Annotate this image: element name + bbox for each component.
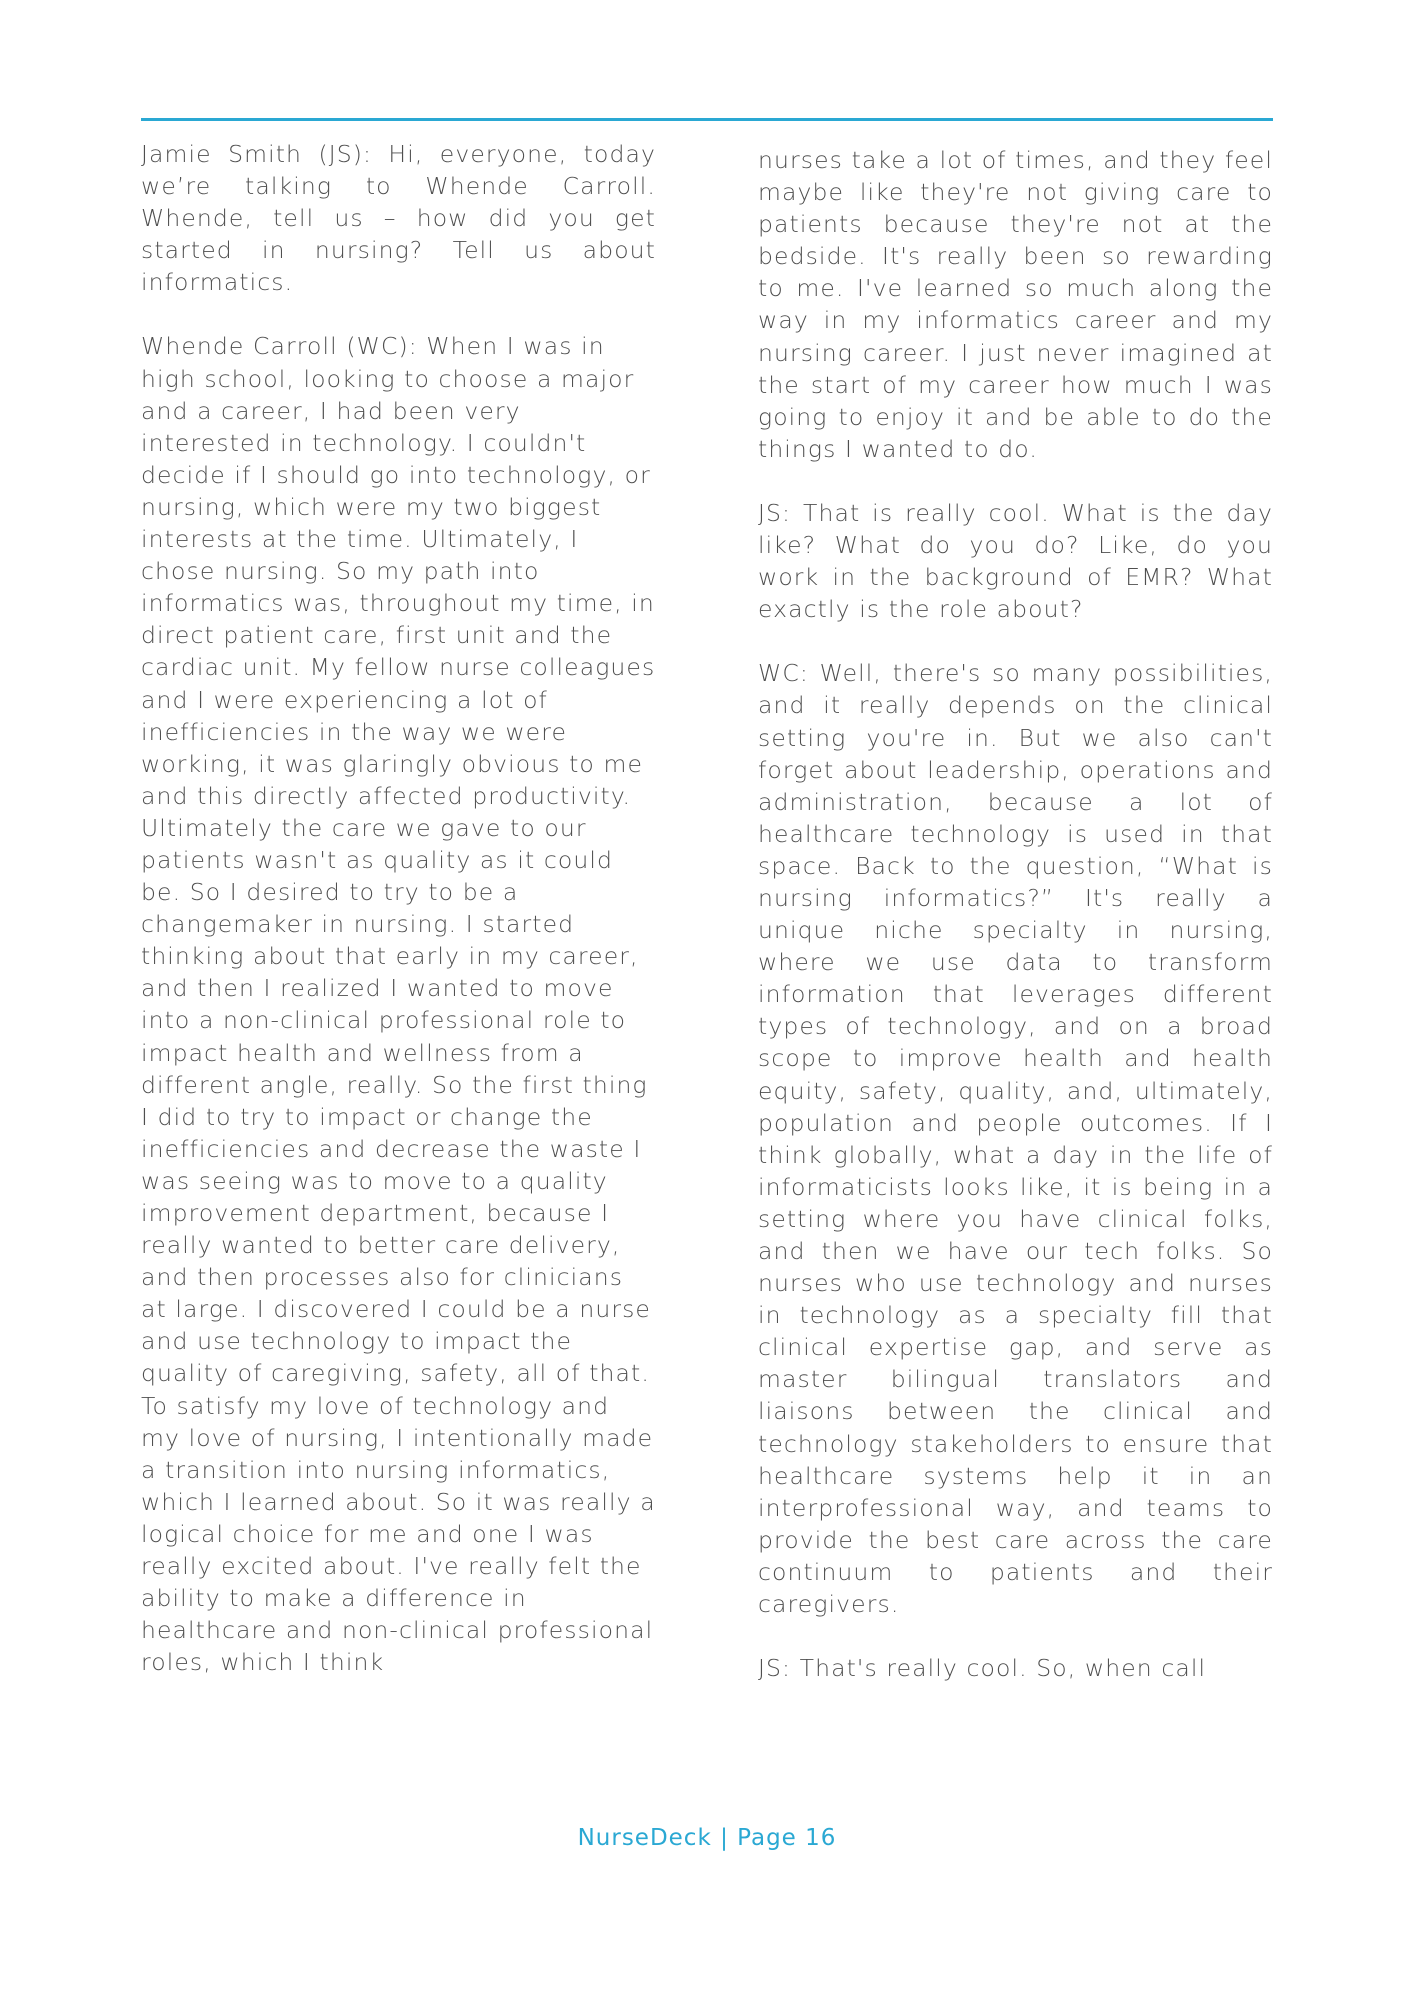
paragraph-js-intro: Jamie Smith (JS): Hi, everyone, today we’re talking to Whende Carroll. Whende, tell us – how did you get started in nursing? Tell us about informatics.: [141, 140, 656, 297]
header-divider: [141, 118, 1273, 121]
left-column: [141, 138, 656, 1678]
page-footer: NurseDeck | Page 16: [577, 1825, 837, 1851]
paragraph-wc-informatics: WC: Well, there's so many possibilities, and it really depends on the clinical setting you're in. But we also can't forget about leadership, operations and administration, because a lot of healthcare technology is used in that space. Back to the question, “What is nursing informatics?” It's really a unique niche specialty in nursing, where we use data to transform information that leverages different types of technology, and on a broad scope to improve health and health equity, safety, quality, and, ultimately, population and people outcomes. If I think globally, what a day in the life of informaticists looks like, it is being in a setting where you have clinical folks, and then we have our tech folks. So nurses who use technology and nurses in technology as a specialty fill that clinical expertise gap, and serve as master bilingual translators and liaisons between the clinical and technology stakeholders to ensure that healthcare systems help it in an interprofessional way, and teams to provide the best care across the care continuum to patients and their caregivers.: [758, 659, 1273, 1619]
right-column: [758, 144, 1273, 1684]
paragraph-wc-continued: nurses take a lot of times, and they feel maybe like they're not giving care to patients because they're not at the bedside. It's really been so rewarding to me. I've learned so much along the way in my informatics career and my nursing career. I just never imagined at the start of my career how much I was going to enjoy it and be able to do the things I wanted to do.: [758, 146, 1273, 463]
paragraph-wc-answer: Whende Carroll (WC): When I was in high school, looking to choose a major and a career, I had been very interested in technology. I couldn't decide if I should go into technology, or nursing, which were my two biggest interests at the time. Ultimately, I chose nursing. So my path into informatics was, throughout my time, in direct patient care, first unit and the cardiac unit. My fellow nurse colleagues and I were experiencing a lot of inefficiencies in the way we were working, it was glaringly obvious to me and this directly affected productivity. Ultimately the care we gave to our patients wasn't as quality as it could be. So I desired to try to be a changemaker in nursing. I started thinking about that early in my career, and then I realized I wanted to move into a non-clinical professional role to impact health and wellness from a different angle, really. So the first thing I did to try to impact or change the inefficiencies and decrease the waste I was seeing was to move to a quality improvement department, because I really wanted to better care delivery, and then processes also for clinicians at large. I discovered I could be a nurse and use technology to impact the quality of caregiving, safety, all of that. To satisfy my love of technology and my love of nursing, I intentionally made a transition into nursing informatics, which I learned about. So it was really a logical choice for me and one I was really excited about. I've really felt the ability to make a difference in healthcare and non-clinical professional roles, which I think: [141, 332, 656, 1677]
paragraph-js-followup: JS: That's really cool. So, when call: [758, 1654, 1207, 1683]
paragraph-js-question: JS: That is really cool. What is the day like? What do you do? Like, do you work in the background of EMR? What exactly is the role about?: [758, 498, 1273, 624]
